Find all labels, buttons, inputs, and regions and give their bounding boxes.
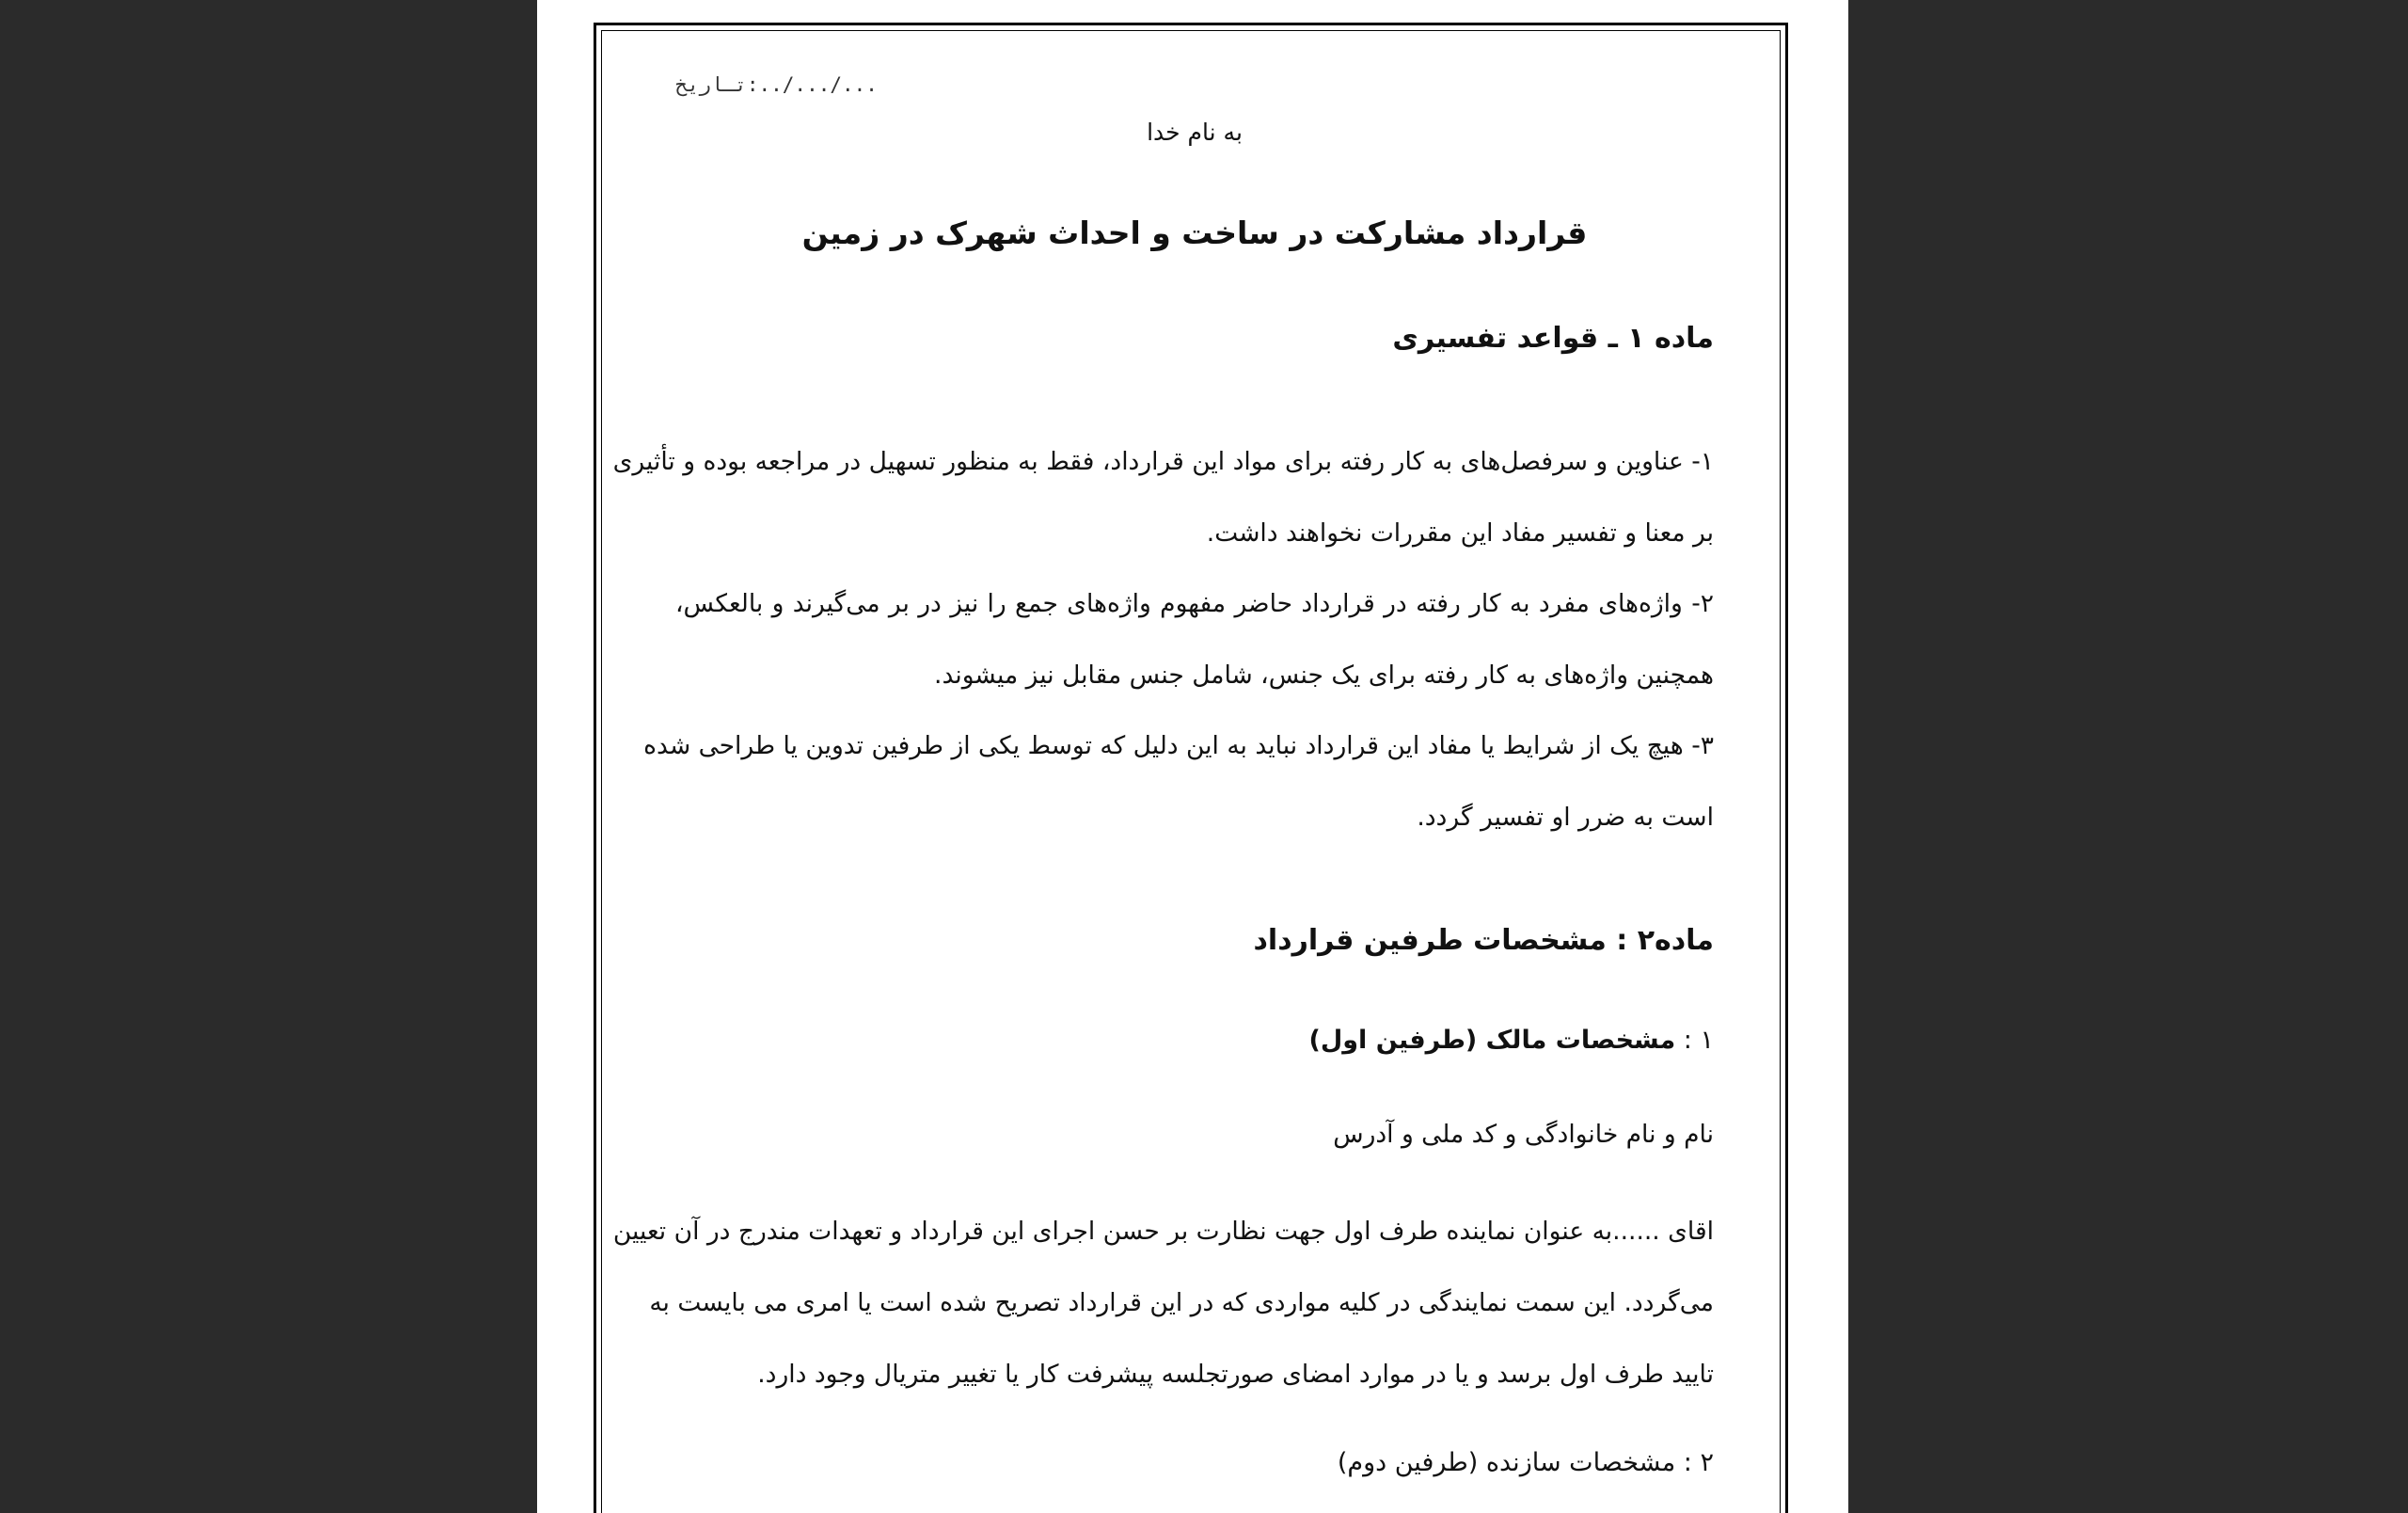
article-1-clause-3 bbox=[643, 710, 1714, 853]
party-1-representative bbox=[612, 1196, 1714, 1410]
clause-line: می‌گردد. این سمت نمایندگی در کلیه مواردی که در این قرارداد تصریح شده است یا امری می بایست به bbox=[649, 1288, 1714, 1317]
date-line: تـاریخ:../.../... bbox=[675, 73, 878, 96]
party-1-label: مشخصات مالک (طرفین اول) bbox=[1308, 1026, 1676, 1055]
article-2-heading: ماده۲ : مشخصات طرفین قرارداد bbox=[1253, 924, 1714, 957]
article-1-clause-2 bbox=[675, 568, 1714, 711]
clause-line: اقای ......به عنوان نماینده طرف اول جهت نظارت بر حسن اجرای این قرارداد و تعهدات مندرج در آن تعیین bbox=[612, 1217, 1714, 1246]
contract-title: قرارداد مشارکت در ساخت و احداث شهرک در زمین bbox=[801, 215, 1588, 251]
page-content bbox=[612, 0, 1714, 1513]
clause-line: همچنین واژه‌های به کار رفته برای یک جنس، شامل جنس مقابل نیز میشوند. bbox=[934, 661, 1714, 690]
party-2-heading bbox=[1338, 1448, 1714, 1477]
article-1-heading: ماده ۱ ـ قواعد تفسیری bbox=[1392, 322, 1714, 355]
party-2-label: مشخصات سازنده (طرفین دوم) bbox=[1337, 1448, 1676, 1477]
party-2-number: ۲ : bbox=[1675, 1448, 1714, 1477]
clause-line: است به ضرر او تفسیر گردد. bbox=[1417, 803, 1714, 832]
party-1-heading bbox=[1308, 1026, 1714, 1055]
clause-line: بر معنا و تفسیر مفاد این مقررات نخواهند داشت. bbox=[1206, 518, 1714, 548]
clause-line: تایید طرف اول برسد و یا در موارد امضای صورتجلسه پیشرفت کار یا تغییر متریال وجود دارد. bbox=[757, 1360, 1714, 1389]
clause-line: ۱- عناوین و سرفصل‌های به کار رفته برای مواد این قرارداد، فقط به منظور تسهیل در مراجعه بوده و تأثیری bbox=[612, 447, 1714, 476]
document-page bbox=[537, 0, 1848, 1513]
party-1-fields: نام و نام خانوادگی و کد ملی و آدرس bbox=[1333, 1120, 1714, 1149]
article-1-clause-1 bbox=[612, 426, 1714, 569]
clause-line: ۳- هیچ یک از شرایط یا مفاد این قرارداد نباید به این دلیل که توسط یکی از طرفین تدوین یا طراحی شده bbox=[643, 731, 1714, 760]
party-1-number: ۱ : bbox=[1675, 1026, 1714, 1055]
clause-line: ۲- واژه‌های مفرد به کار رفته در قرارداد حاضر مفهوم واژه‌های جمع را نیز در بر می‌گیرند و بالعکس، bbox=[675, 589, 1714, 618]
bismillah-heading: به نام خدا bbox=[1147, 119, 1243, 146]
